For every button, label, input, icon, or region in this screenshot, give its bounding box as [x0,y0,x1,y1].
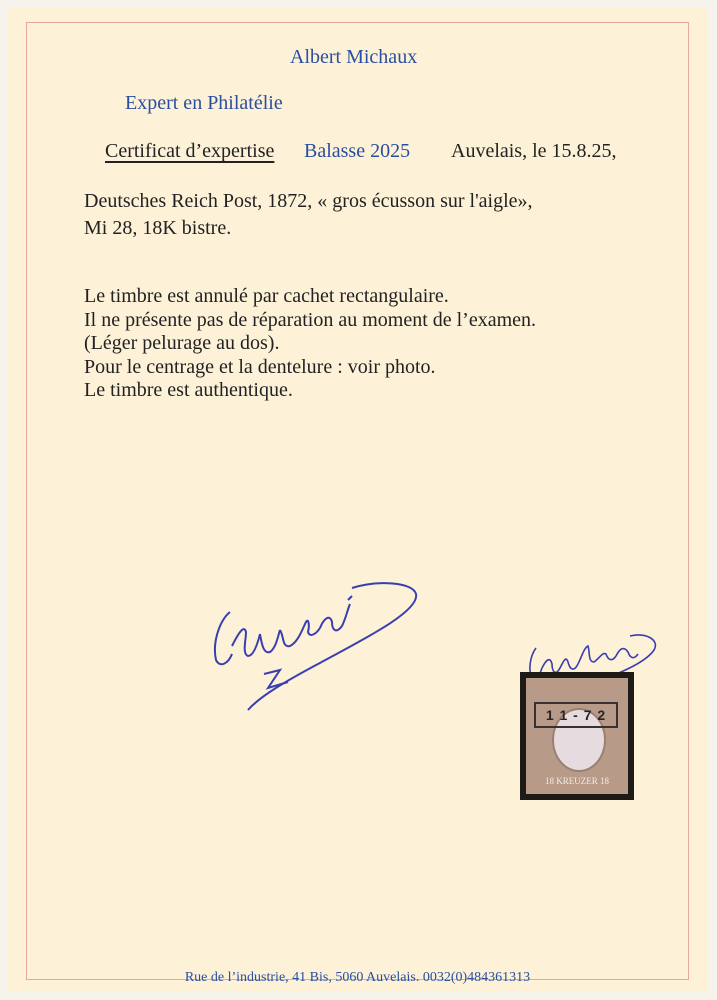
findings-line: Pour le centrage et la dentelure : voir photo. [84,355,436,378]
expert-title: Expert en Philatélie [125,92,283,114]
stamp-identification-line-2: Mi 28, 18K bistre. [84,217,232,239]
certificate-reference: Balasse 2025 [304,140,411,162]
footer-address: Rue de l’industrie, 41 Bis, 5060 Auvelais. 0032(0)484361313 [184,970,531,985]
findings-line: Le timbre est authentique. [84,379,293,401]
certificate-label: Certificat d’expertise [105,140,275,162]
certificate-sheet [8,8,707,992]
findings-line: Le timbre est annulé par cachet rectangulaire. [84,285,449,307]
stamp-design [526,678,628,794]
findings-paragraph [84,285,536,403]
stamp-value-label: 18 KREUZER 18 [545,776,609,786]
findings-line: Il ne présente pas de réparation au moment de l’examen. [84,308,537,331]
red-border-frame [26,22,689,980]
expert-name: Albert Michaux [290,46,418,68]
stamp-photo [520,672,634,800]
findings-line: (Léger pelurage au dos). [84,332,280,354]
stamp-identification-line-1: Deutsches Reich Post, 1872, « gros écusson sur l'aigle», [84,190,533,212]
expert-signature [198,564,438,724]
rectangular-cancel: 1 1 - 7 2 [534,702,618,728]
place-date: Auvelais, le 15.8.25, [451,140,617,162]
